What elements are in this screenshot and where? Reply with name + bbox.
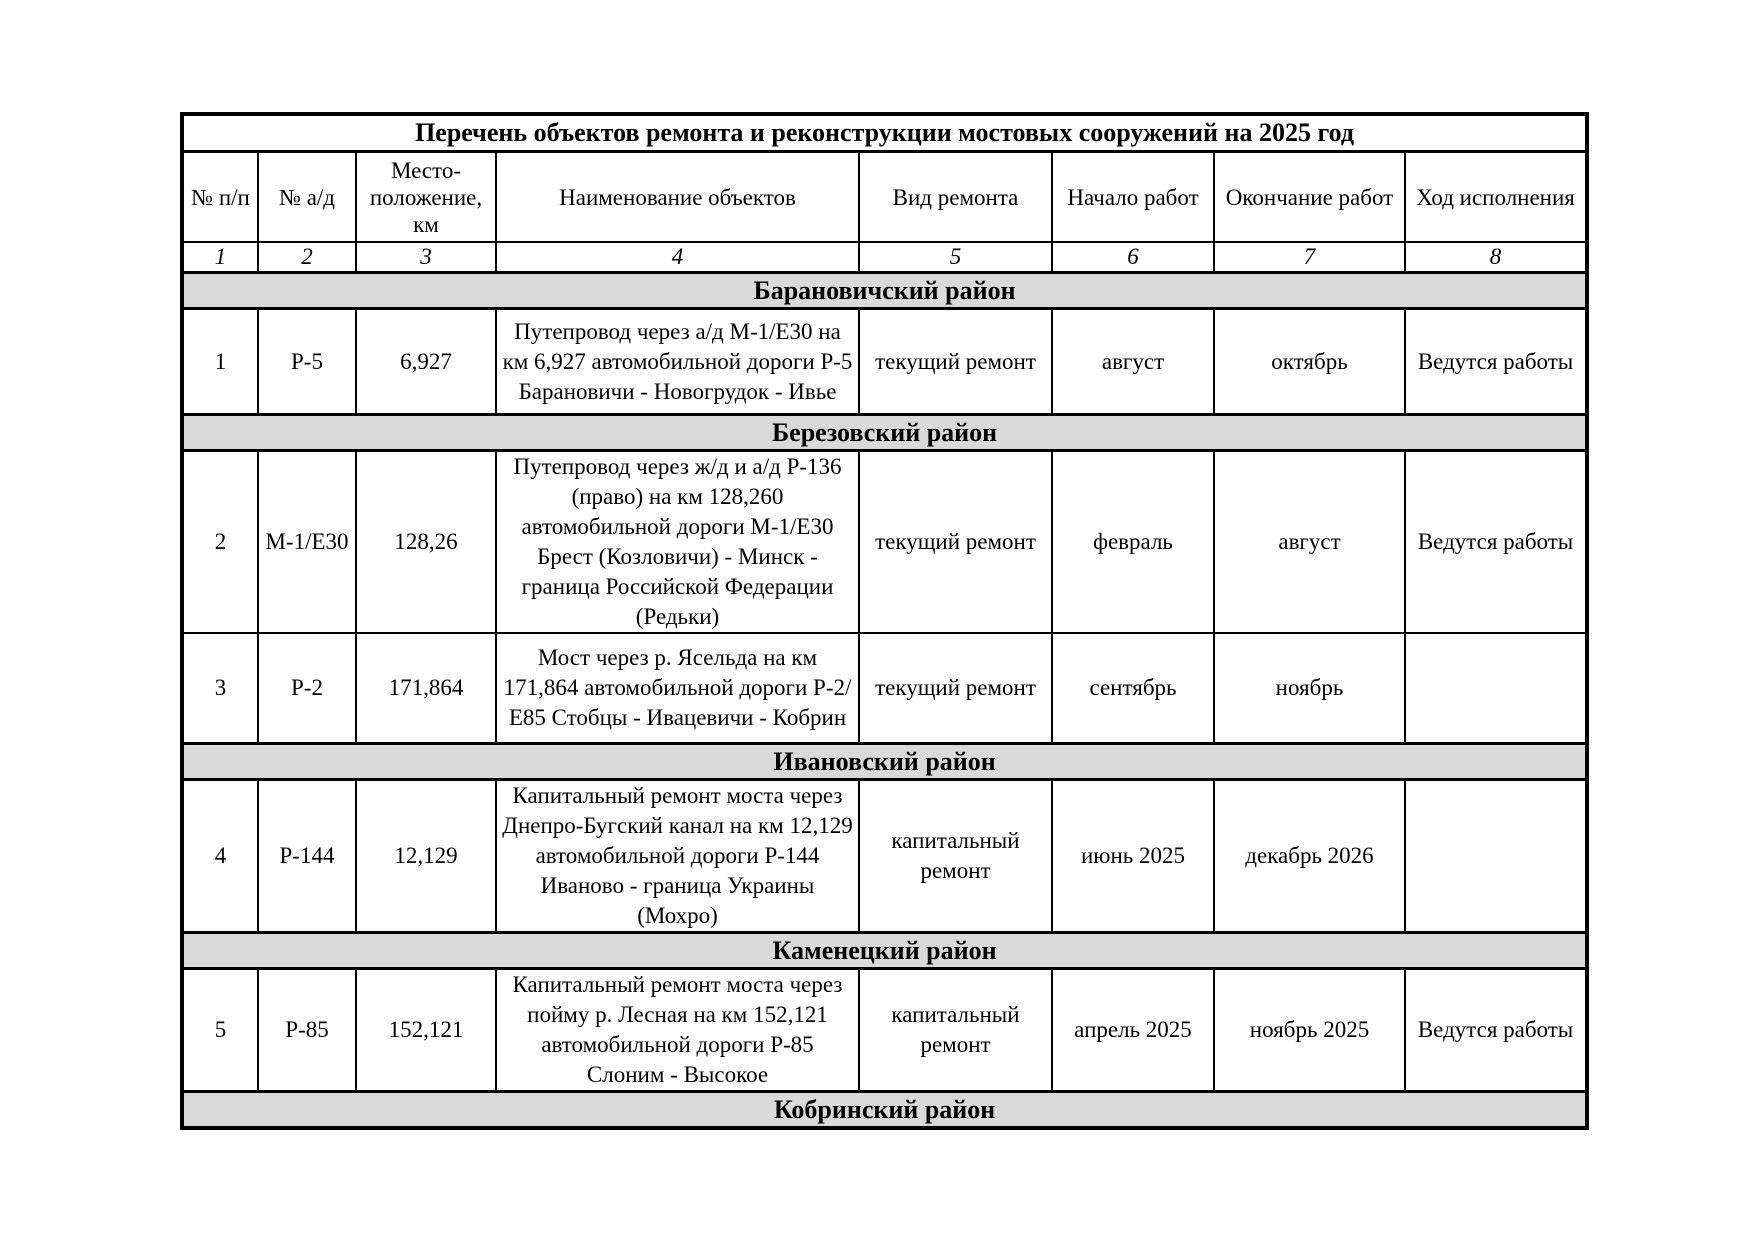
repair-type-cell: текущий ремонт — [859, 633, 1052, 744]
column-number: 4 — [496, 242, 859, 273]
table-row — [182, 451, 1587, 634]
table-row — [182, 633, 1587, 744]
object-name-cell: Капитальный ремонт моста через Днепро-Бугский канал на км 12,129 автомобильной дороги Р-144 Иваново - граница Украины (Мохро) — [496, 780, 859, 933]
column-header: Начало работ — [1052, 152, 1214, 243]
row-number-cell: 5 — [182, 969, 258, 1092]
start-date-cell: сентябрь — [1052, 633, 1214, 744]
district-name: Березовский район — [182, 415, 1587, 451]
start-date-cell: август — [1052, 309, 1214, 415]
row-number-cell: 1 — [182, 309, 258, 415]
table-row — [182, 780, 1587, 933]
end-date-cell: декабрь 2026 — [1214, 780, 1405, 933]
column-header: Место-положение, км — [356, 152, 496, 243]
column-number: 6 — [1052, 242, 1214, 273]
table-row — [182, 309, 1587, 415]
road-number-cell: Р-144 — [258, 780, 356, 933]
repair-type-cell: капитальный ремонт — [859, 969, 1052, 1092]
district-row — [182, 1092, 1587, 1129]
district-row — [182, 273, 1587, 309]
district-name: Кобринский район — [182, 1092, 1587, 1129]
end-date-cell: ноябрь — [1214, 633, 1405, 744]
district-row — [182, 415, 1587, 451]
district-row — [182, 744, 1587, 780]
table-body — [182, 114, 1587, 1128]
location-km-cell: 6,927 — [356, 309, 496, 415]
end-date-cell: август — [1214, 451, 1405, 634]
repair-type-cell: капитальный ремонт — [859, 780, 1052, 933]
start-date-cell: февраль — [1052, 451, 1214, 634]
column-header-row — [182, 152, 1587, 243]
location-km-cell: 152,121 — [356, 969, 496, 1092]
repair-type-cell: текущий ремонт — [859, 451, 1052, 634]
table-title: Перечень объектов ремонта и реконструкции мостовых сооружений на 2025 год — [182, 114, 1587, 152]
column-number: 8 — [1405, 242, 1587, 273]
location-km-cell: 171,864 — [356, 633, 496, 744]
location-km-cell: 12,129 — [356, 780, 496, 933]
district-name: Ивановский район — [182, 744, 1587, 780]
column-number: 7 — [1214, 242, 1405, 273]
district-name: Каменецкий район — [182, 933, 1587, 969]
column-header: Наименование объектов — [496, 152, 859, 243]
road-number-cell: Р-5 — [258, 309, 356, 415]
object-name-cell: Капитальный ремонт моста через пойму р. Лесная на км 152,121 автомобильной дороги Р-85 Слоним - Высокое — [496, 969, 859, 1092]
district-name: Барановичский район — [182, 273, 1587, 309]
table-title-row — [182, 114, 1587, 152]
repair-type-cell: текущий ремонт — [859, 309, 1052, 415]
status-cell: Ведутся работы — [1405, 451, 1587, 634]
object-name-cell: Мост через р. Ясельда на км 171,864 автомобильной дороги Р-2/Е85 Стобцы - Ивацевичи - Кобрин — [496, 633, 859, 744]
status-cell: Ведутся работы — [1405, 309, 1587, 415]
status-cell: Ведутся работы — [1405, 969, 1587, 1092]
column-number: 1 — [182, 242, 258, 273]
column-header: № а/д — [258, 152, 356, 243]
road-number-cell: М-1/Е30 — [258, 451, 356, 634]
column-header: № п/п — [182, 152, 258, 243]
status-cell — [1405, 780, 1587, 933]
road-number-cell: Р-2 — [258, 633, 356, 744]
bridge-repair-table — [180, 112, 1589, 1130]
location-km-cell: 128,26 — [356, 451, 496, 634]
column-header: Окончание работ — [1214, 152, 1405, 243]
district-row — [182, 933, 1587, 969]
row-number-cell: 3 — [182, 633, 258, 744]
status-cell — [1405, 633, 1587, 744]
column-number-row — [182, 242, 1587, 273]
column-header: Ход исполнения — [1405, 152, 1587, 243]
row-number-cell: 4 — [182, 780, 258, 933]
column-number: 3 — [356, 242, 496, 273]
end-date-cell: октябрь — [1214, 309, 1405, 415]
road-number-cell: Р-85 — [258, 969, 356, 1092]
end-date-cell: ноябрь 2025 — [1214, 969, 1405, 1092]
column-number: 5 — [859, 242, 1052, 273]
start-date-cell: июнь 2025 — [1052, 780, 1214, 933]
column-number: 2 — [258, 242, 356, 273]
column-header: Вид ремонта — [859, 152, 1052, 243]
start-date-cell: апрель 2025 — [1052, 969, 1214, 1092]
row-number-cell: 2 — [182, 451, 258, 634]
table-row — [182, 969, 1587, 1092]
object-name-cell: Путепровод через ж/д и а/д Р-136 (право) на км 128,260 автомобильной дороги М-1/Е30 Брест (Козловичи) - Минск - граница Российской Федерации (Редьки) — [496, 451, 859, 634]
object-name-cell: Путепровод через а/д М-1/Е30 на км 6,927 автомобильной дороги Р-5 Барановичи - Новогрудок - Ивье — [496, 309, 859, 415]
